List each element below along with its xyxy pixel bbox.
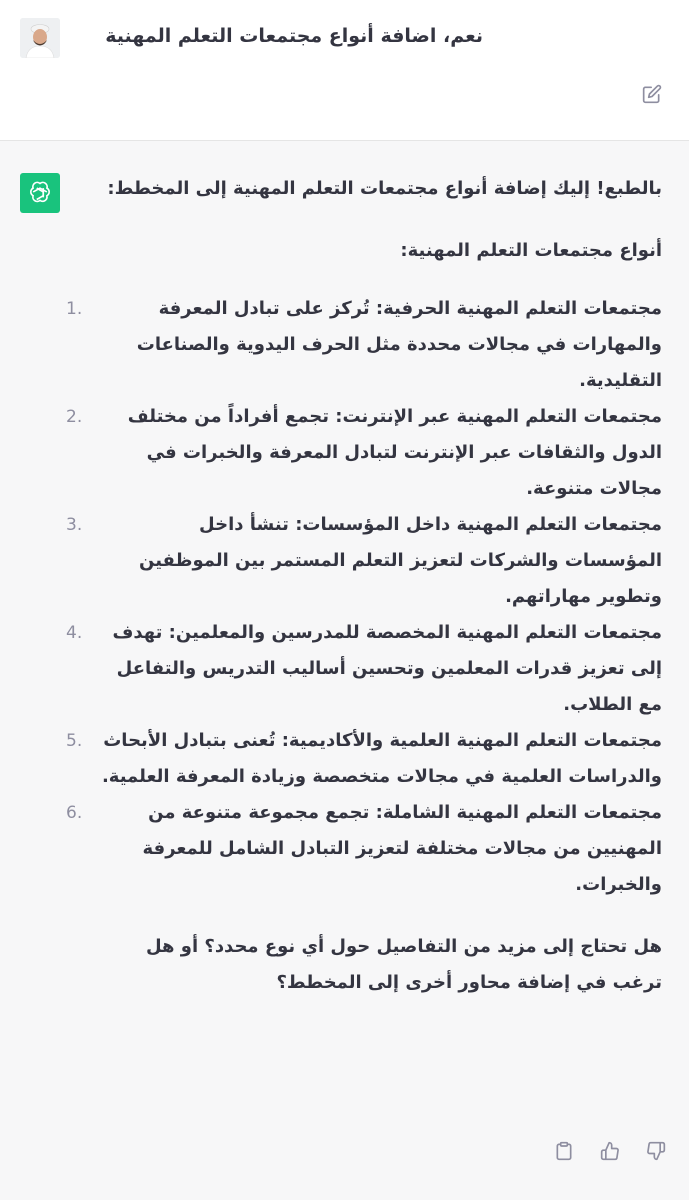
list-item bbox=[66, 507, 662, 615]
user-avatar-image bbox=[20, 18, 60, 58]
list-item-number: 3. bbox=[66, 515, 83, 535]
thumbs-up-icon bbox=[600, 1141, 620, 1161]
assistant-closing: هل تحتاج إلى مزيد من التفاصيل حول أي نوع محدد؟ أو هل ترغب في إضافة محاور أخرى إلى المخطط؟ bbox=[145, 936, 662, 993]
edit-button[interactable] bbox=[638, 80, 666, 108]
list-item bbox=[66, 291, 662, 399]
types-list bbox=[66, 291, 662, 903]
list-item-text: مجتمعات التعلم المهنية الشاملة: تجمع مجموعة متنوعة من المهنيين من مجالات مختلفة لتعزيز التبادل الشامل للمعرفة والخبرات. bbox=[142, 802, 662, 895]
list-item-number: 6. bbox=[66, 803, 83, 823]
edit-icon bbox=[642, 84, 662, 104]
list-item bbox=[66, 399, 662, 507]
like-button[interactable] bbox=[596, 1137, 624, 1165]
list-item-text: مجتمعات التعلم المهنية المخصصة للمدرسين والمعلمين: تهدف إلى تعزيز قدرات المعلمين وتحسين أساليب التدريس والتفاعل مع الطلاب. bbox=[112, 622, 662, 715]
thumbs-down-icon bbox=[646, 1141, 666, 1161]
user-message-row bbox=[0, 0, 689, 141]
openai-logo-icon bbox=[27, 180, 53, 206]
list-heading: أنواع مجتمعات التعلم المهنية: bbox=[400, 240, 662, 261]
list-item-number: 2. bbox=[66, 407, 83, 427]
list-item-text: مجتمعات التعلم المهنية الحرفية: تُركز على تبادل المعرفة والمهارات في مجالات محددة مثل الحرف اليدوية والصناعات التقليدية. bbox=[136, 298, 662, 391]
list-item-text: مجتمعات التعلم المهنية داخل المؤسسات: تنشأ داخل المؤسسات والشركات لتعزيز التعلم المستمر بين الموظفين وتطوير مهاراتهم. bbox=[139, 514, 662, 607]
list-item-text: مجتمعات التعلم المهنية عبر الإنترنت: تجمع أفراداً من مختلف الدول والثقافات عبر الإنترنت لتبادل المعرفة والخبرات في مجالات متنوعة. bbox=[127, 406, 662, 499]
assistant-intro: بالطبع! إليك إضافة أنواع مجتمعات التعلم المهنية إلى المخطط: bbox=[107, 178, 662, 199]
list-item bbox=[66, 795, 662, 903]
dislike-button[interactable] bbox=[642, 1137, 670, 1165]
list-item bbox=[66, 723, 662, 795]
user-message-text: نعم، اضافة أنواع مجتمعات التعلم المهنية bbox=[105, 25, 483, 47]
message-actions bbox=[550, 1135, 670, 1167]
user-avatar bbox=[20, 18, 60, 58]
list-item-number: 5. bbox=[66, 731, 83, 751]
list-item-number: 1. bbox=[66, 299, 83, 319]
assistant-message-content bbox=[66, 171, 662, 1001]
list-item-text: مجتمعات التعلم المهنية العلمية والأكاديمية: تُعنى بتبادل الأبحاث والدراسات العلمية في مجالات متخصصة وزيادة المعرفة العلمية. bbox=[101, 730, 662, 787]
copy-button[interactable] bbox=[550, 1137, 578, 1165]
bot-avatar bbox=[20, 173, 60, 213]
assistant-message-row bbox=[0, 141, 689, 1200]
list-item bbox=[66, 615, 662, 723]
list-item-number: 4. bbox=[66, 623, 83, 643]
clipboard-icon bbox=[554, 1141, 574, 1161]
